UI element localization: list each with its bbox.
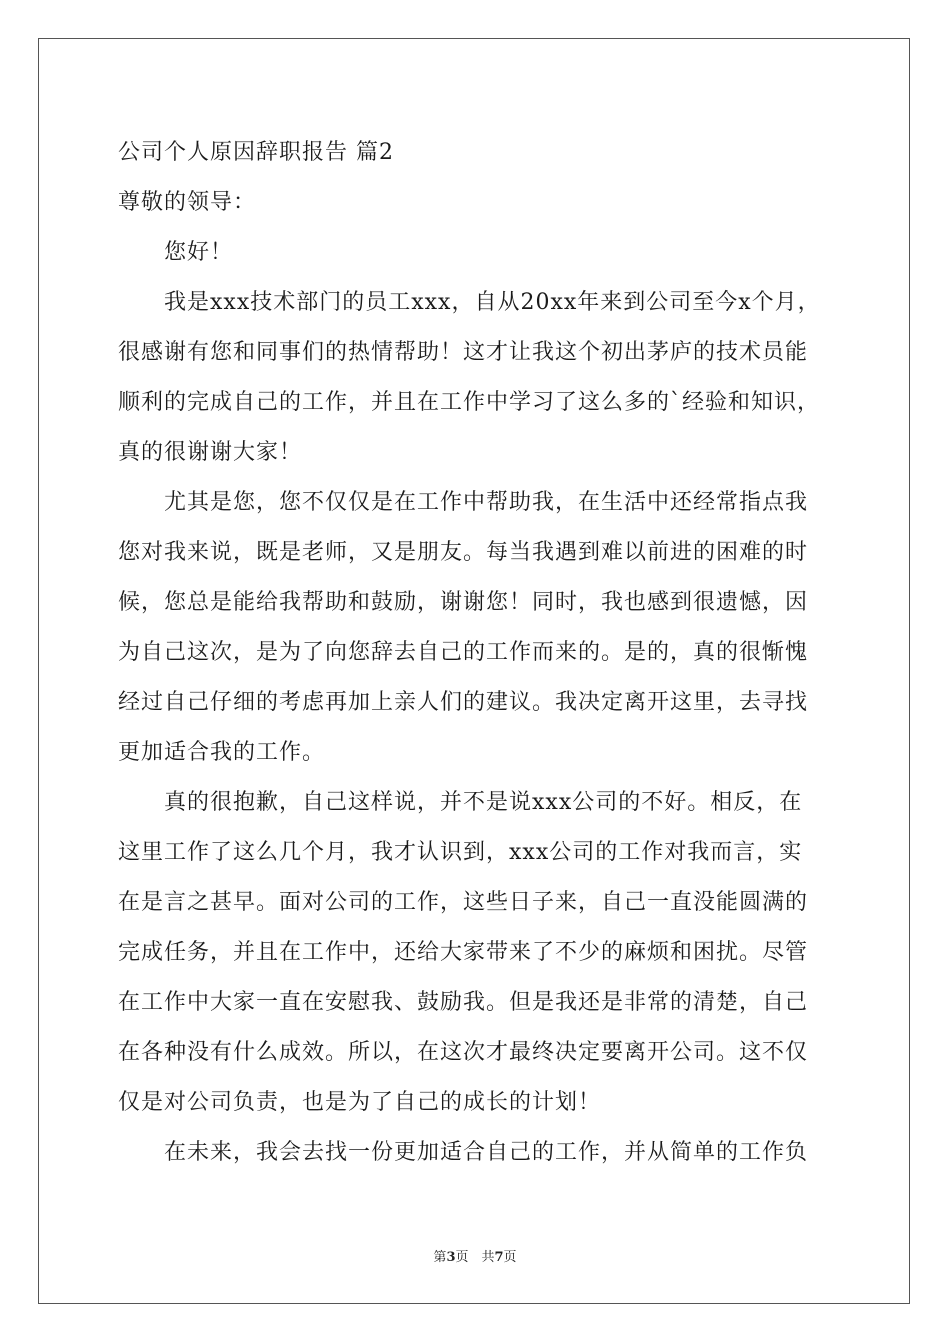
paragraph-first-line: 您好！: [164, 240, 234, 265]
paragraph-line: 顺利的完成自己的工作，并且在工作中学习了这么多的`经验和知识，: [118, 390, 821, 415]
paragraph-line: 这里工作了这么几个月，我才认识到，xxx公司的工作对我而言，实: [118, 840, 803, 865]
paragraph-line: 仅是对公司负责，也是为了自己的成长的计划！: [118, 1090, 602, 1115]
paragraph-line: 更加适合我的工作。: [118, 740, 326, 765]
current-page-number: 3: [446, 1250, 456, 1265]
paragraph-line: 候，您总是能给我帮助和鼓励，谢谢您！同时，我也感到很遗憾，因: [118, 590, 809, 615]
document-body: [118, 128, 838, 1178]
paragraph-first-line: 我是xxx技术部门的员工xxx，自从20xx年来到公司至今x个月，: [164, 290, 821, 315]
paragraph-line: 在各种没有什么成效。所以，在这次才最终决定要离开公司。这不仅: [118, 1040, 809, 1065]
salutation: 尊敬的领导：: [118, 190, 257, 215]
paragraph-first-line: 真的很抱歉，自己这样说，并不是说xxx公司的不好。相反，在: [164, 790, 803, 815]
total-pages-number: 7: [494, 1250, 504, 1265]
footer-mid: 页 共: [455, 1250, 495, 1265]
paragraph-line: 真的很谢谢大家！: [118, 440, 303, 465]
document-title: 公司个人原因辞职报告 篇2: [118, 140, 394, 165]
paragraph-line: 为自己这次，是为了向您辞去自己的工作而来的。是的，真的很惭愧: [118, 640, 809, 665]
body-text: [118, 228, 838, 1178]
paragraph-line: 在工作中大家一直在安慰我、鼓励我。但是我还是非常的清楚，自己: [118, 990, 809, 1015]
paragraph-first-line: 在未来，我会去找一份更加适合自己的工作，并从简单的工作负: [164, 1140, 809, 1165]
paragraph-first-line: 尤其是您，您不仅仅是在工作中帮助我，在生活中还经常指点我: [164, 490, 809, 515]
footer-prefix: 第: [433, 1250, 447, 1265]
paragraph-line: 经过自己仔细的考虑再加上亲人们的建议。我决定离开这里，去寻找: [118, 690, 809, 715]
paragraph-line: 您对我来说，既是老师，又是朋友。每当我遇到难以前进的困难的时: [118, 540, 809, 565]
page-footer: [0, 1246, 950, 1265]
footer-suffix: 页: [503, 1250, 517, 1265]
paragraph-line: 很感谢有您和同事们的热情帮助！这才让我这个初出茅庐的技术员能: [118, 340, 809, 365]
paragraph-line: 完成任务，并且在工作中，还给大家带来了不少的麻烦和困扰。尽管: [118, 940, 809, 965]
paragraph-line: 在是言之甚早。面对公司的工作，这些日子来，自己一直没能圆满的: [118, 890, 809, 915]
